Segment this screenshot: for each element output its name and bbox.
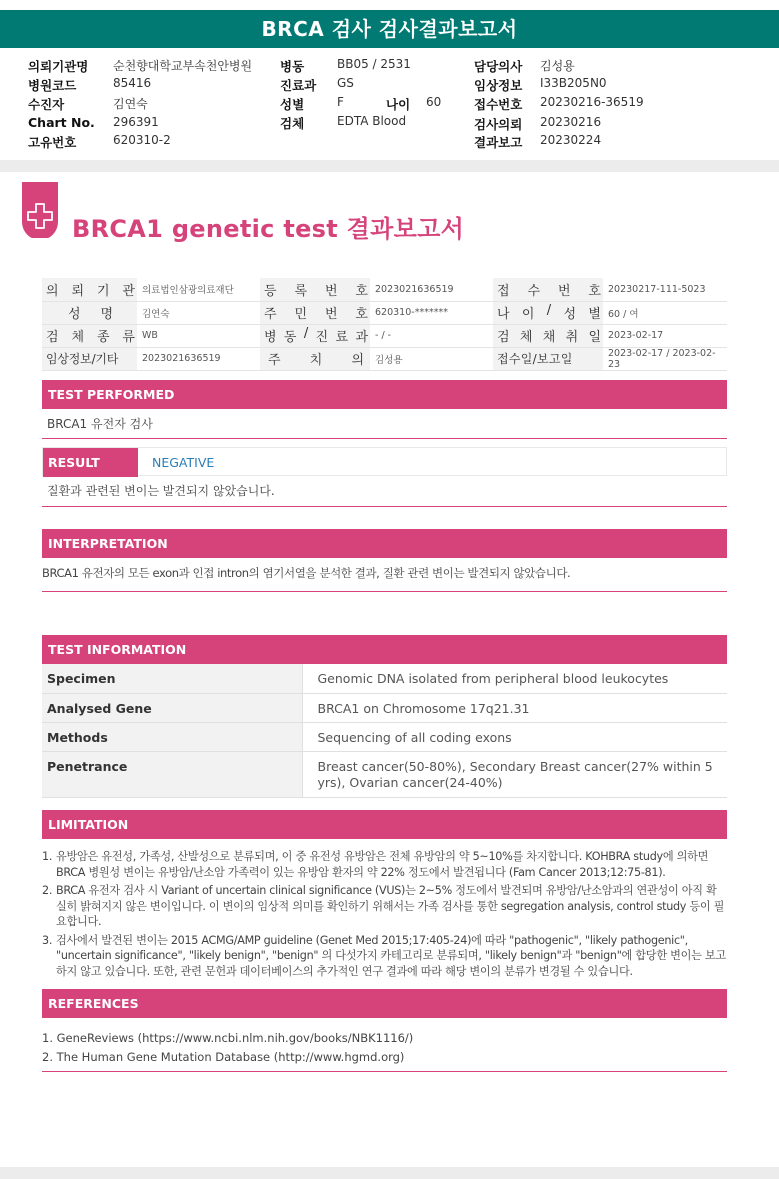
table-row bbox=[42, 278, 727, 301]
label-methods: Methods bbox=[42, 722, 302, 751]
value-ward-department: - / - bbox=[370, 324, 493, 347]
table-row bbox=[42, 693, 727, 722]
section-divider bbox=[0, 160, 779, 172]
label-ward-department: 병 동 / 진 료 과 bbox=[260, 324, 370, 347]
limitation-heading: LIMITATION bbox=[42, 810, 727, 839]
value-attending-doctor: 김성용 bbox=[370, 347, 493, 370]
table-row bbox=[42, 722, 727, 751]
limitation-list bbox=[42, 849, 727, 982]
result-text: 질환과 관련된 변이는 발견되지 않았습니다. bbox=[42, 476, 727, 507]
value-clinical-info: 2023021636519 bbox=[137, 347, 260, 370]
value-receipt-report-date: 2023-02-17 / 2023-02-23 bbox=[603, 347, 727, 370]
references-divider bbox=[42, 1071, 727, 1072]
list-item: 3. 검사에서 발견된 변이는 2015 ACMG/AMP guideline (Genet Med 2015;17:405-24)에 따라 "pathogenic", "likely pathogenic", "uncertain significance", "likely benign", "benign" 의 다섯가지 카테고리로 분류되며, "likely benign"과 "benign"에 합당한 변이는 보고하지 않고 있습니다. 또한, 관련 문헌과 데이터베이스의 추가적인 연구 결과에 따라 해당 변이의 분류가 변경될 수 있습니다. bbox=[42, 933, 726, 978]
value-resident-no: 620310-******* bbox=[370, 301, 493, 324]
value-methods: Sequencing of all coding exons bbox=[302, 722, 727, 751]
table-row bbox=[42, 324, 727, 347]
value-specimen: Genomic DNA isolated from peripheral blood leukocytes bbox=[302, 664, 727, 693]
interpretation-text: BRCA1 유전자의 모든 exon과 인접 intron의 염기서열을 분석한 결과, 질환 관련 변이는 발견되지 않았습니다. bbox=[42, 558, 727, 592]
report-title: BRCA1 genetic test 결과보고서 bbox=[72, 215, 465, 243]
test-info-header-table bbox=[42, 278, 727, 371]
test-information-table bbox=[42, 664, 727, 798]
result-row bbox=[42, 447, 727, 476]
label-clinical-info: 임상정보/기타 bbox=[42, 347, 137, 370]
value-name: 김연숙 bbox=[137, 301, 260, 324]
value-penetrance: Breast cancer(50-80%), Secondary Breast cancer(27% within 5 yrs), Ovarian cancer(24-40%) bbox=[302, 751, 727, 797]
value-specimen-type: WB bbox=[137, 324, 260, 347]
references-heading: REFERENCES bbox=[42, 989, 727, 1018]
footer-bar bbox=[0, 1167, 779, 1179]
reference-genereviews: 1. GeneReviews (https://www.ncbi.nlm.nih.gov/books/NBK1116/) bbox=[42, 1031, 414, 1045]
table-row bbox=[42, 664, 727, 693]
list-item: 2. BRCA 유전자 검사 시 Variant of uncertain clinical significance (VUS)는 2~5% 정도에서 발견되며 유방암/난소암과의 연관성이 아직 확실히 밝혀지지 않은 변이입니다. 이 변이의 임상적 의미를 확인하기 위해서는 가족 검사를 통한 segregation analysis, control study 등이 필요합니다. bbox=[42, 884, 725, 928]
test-performed-heading: TEST PERFORMED bbox=[42, 380, 727, 409]
label-registration-no: 등 록 번 호 bbox=[260, 278, 370, 301]
label-specimen-type: 검 체 종 류 bbox=[42, 324, 137, 347]
value-collection-date: 2023-02-17 bbox=[603, 324, 727, 347]
references-list bbox=[42, 1029, 727, 1067]
label-penetrance: Penetrance bbox=[42, 751, 302, 797]
reference-hgmd: 2. The Human Gene Mutation Database (http://www.hgmd.org) bbox=[42, 1050, 405, 1064]
list-item: 1. 유방암은 유전성, 가족성, 산발성으로 분류되며, 이 중 유전성 유방암은 전체 유방암의 약 5~10%를 차지합니다. KOHBRA study에 의하면 BRCA 병원성 변이는 유방암/난소암 가족력이 있는 유방암 환자의 약 22% 정도에서 발견됩니다 (Fam Cancer 2013;12:75-81). bbox=[42, 850, 709, 879]
table-row bbox=[42, 751, 727, 797]
label-name: 성 명 bbox=[42, 301, 137, 324]
label-age-sex: 나 이 / 성 별 bbox=[493, 301, 603, 324]
label-resident-no: 주 민 번 호 bbox=[260, 301, 370, 324]
value-receipt-no: 20230217-111-5023 bbox=[603, 278, 727, 301]
result-label: RESULT bbox=[43, 448, 138, 477]
table-row bbox=[42, 347, 727, 370]
value-analysed-gene: BRCA1 on Chromosome 17q21.31 bbox=[302, 693, 727, 722]
value-institution: 의료법인삼광의료재단 bbox=[137, 278, 260, 301]
label-institution: 의 뢰 기 관 bbox=[42, 278, 137, 301]
medical-cross-icon bbox=[22, 182, 58, 238]
label-analysed-gene: Analysed Gene bbox=[42, 693, 302, 722]
label-attending-doctor: 주 치 의 bbox=[260, 347, 370, 370]
value-registration-no: 2023021636519 bbox=[370, 278, 493, 301]
value-age-sex: 60 / 여 bbox=[603, 301, 727, 324]
label-collection-date: 검 체 채 취 일 bbox=[493, 324, 603, 347]
test-performed-text: BRCA1 유전자 검사 bbox=[42, 409, 727, 439]
label-receipt-no: 접 수 번 호 bbox=[493, 278, 603, 301]
test-information-heading: TEST INFORMATION bbox=[42, 635, 727, 664]
label-receipt-report-date: 접수일/보고일 bbox=[493, 347, 603, 370]
interpretation-heading: INTERPRETATION bbox=[42, 529, 727, 558]
label-specimen: Specimen bbox=[42, 664, 302, 693]
report-main-title: BRCA 검사 검사결과보고서 bbox=[261, 17, 518, 41]
table-row bbox=[42, 301, 727, 324]
result-value: NEGATIVE bbox=[152, 455, 215, 470]
report-title-bar bbox=[0, 10, 779, 48]
